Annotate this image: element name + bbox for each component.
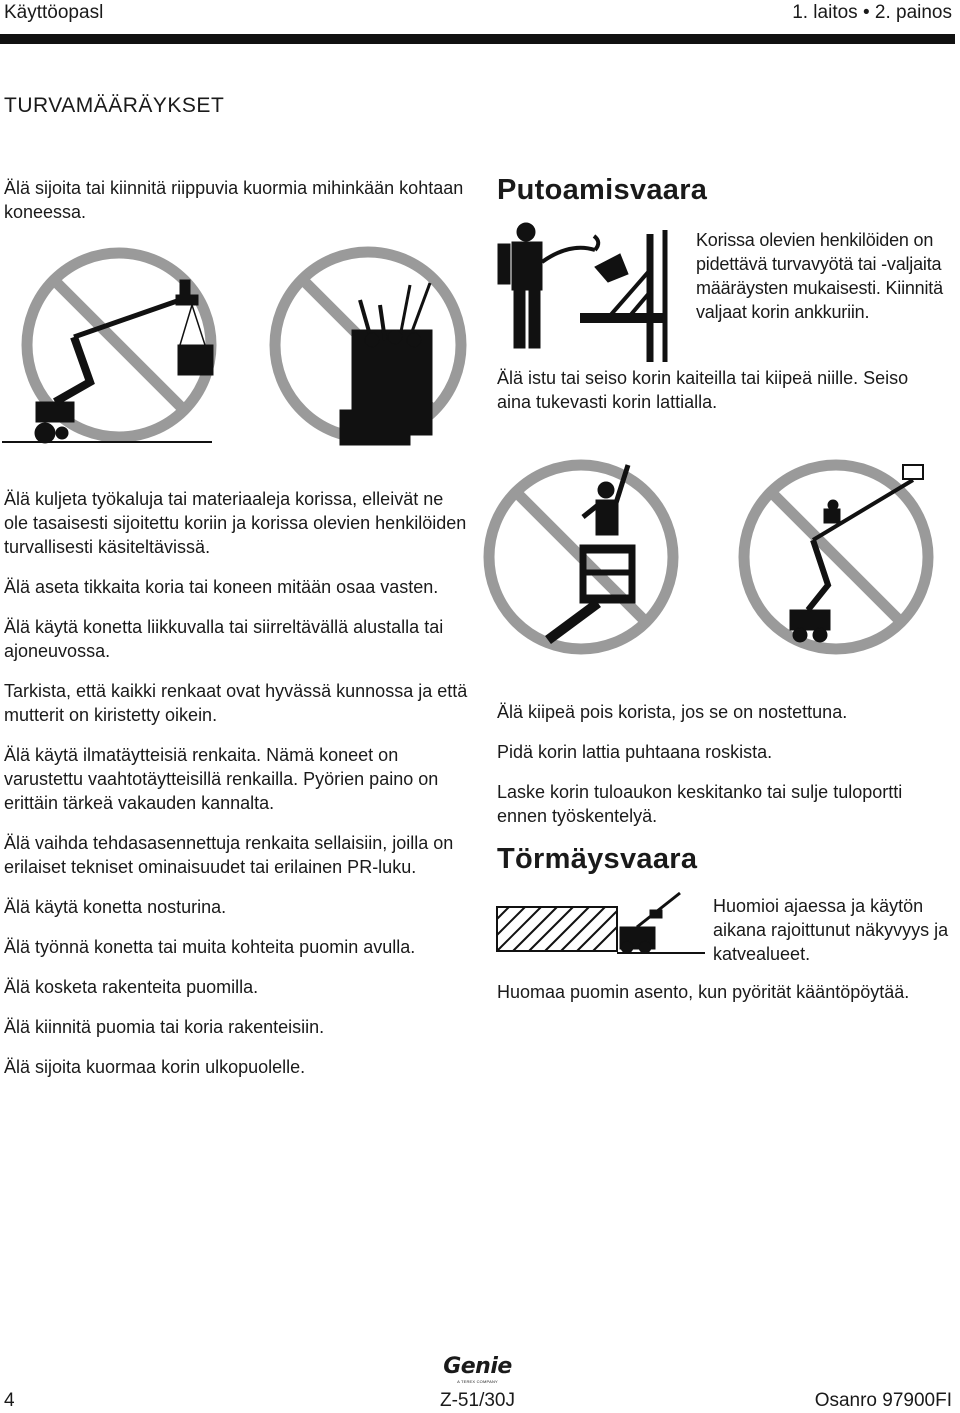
left-item: Älä kosketa rakenteita puomilla.: [4, 977, 259, 997]
right-item: Pidä korin lattia puhtaana roskista.: [497, 742, 773, 762]
right-item: Laske korin tuloaukon keskitanko tai sulje tuloportti ennen työskentelyä.: [497, 782, 903, 826]
left-item: Älä työnnä konetta tai muita kohteita puomin avulla.: [4, 937, 416, 957]
right-items-list: [497, 700, 952, 844]
right-item: Älä kiipeä pois korista, jos se on nostettuna.: [497, 702, 848, 722]
section-title: TURVAMÄÄRÄYKSET: [4, 94, 225, 117]
worker-figure: [498, 223, 598, 348]
prohibition-circle-4: [744, 465, 928, 649]
part-number: Osanro 97900FI: [814, 1390, 952, 1411]
left-item: Älä käytä konetta liikkuvalla tai siirreltävällä alustalla tai ajoneuvossa.: [4, 617, 444, 661]
header-rule: [0, 34, 955, 44]
left-item: Älä vaihda tehdasasennettuja renkaita sellaisiin, joilla on erilaiset tekniset ominaisuudet tai erilainen PR-luku.: [4, 833, 454, 877]
left-item: Älä käytä konetta nosturina.: [4, 897, 227, 917]
left-item: Tarkista, että kaikki renkaat ovat hyvässä kunnossa ja että mutterit on kiristetty oikein.: [4, 681, 468, 725]
left-item: Älä kuljeta työkaluja tai materiaaleja korissa, elleivät ne ole tasaisesti sijoitettu koriin ja korissa olevien henkilöiden turvallisesti käsiteltävissä.: [4, 489, 467, 557]
prohibited-climbing-illustration: [488, 445, 958, 675]
left-item: Älä kiinnitä puomia tai koria rakenteisiin.: [4, 1017, 325, 1037]
page-number: 4: [4, 1390, 15, 1411]
climbing-worker-silhouette: [548, 465, 635, 640]
fall-hazard-text-2: Älä istu tai seiso korin kaiteilla tai kiipeä niille. Seiso aina tukevasti korin lattialla.: [497, 368, 909, 412]
left-item: Älä käytä ilmatäytteisiä renkaita. Nämä koneet on varustettu vaahtotäytteisillä renkailla. Pyörien paino on erittäin tärkeä vakauden kannalta.: [4, 745, 439, 813]
left-item: Älä aseta tikkaita koria tai koneen mitään osaa vasten.: [4, 577, 439, 597]
left-item: Älä sijoita kuormaa korin ulkopuolelle.: [4, 1057, 306, 1077]
collision-lift-silhouette: [617, 893, 705, 953]
prohibited-hanging-load-illustration: [0, 245, 480, 455]
harness-anchor-illustration: [490, 222, 690, 372]
edition-label: 1. laitos • 2. painos: [792, 2, 952, 23]
model-number: Z-51/30J: [440, 1390, 515, 1411]
overloaded-platform-silhouette: [340, 283, 432, 445]
fall-hazard-text: Korissa olevien henkilöiden on pidettävä turvavyötä tai -valjaita määräysten mukaisesti. Kiinnitä valjaat korin ankkuriin.: [696, 230, 943, 322]
paragraph-hanging-loads: Älä sijoita tai kiinnitä riippuvia kuormia mihinkään kohtaan koneessa.: [4, 178, 464, 222]
manual-title: Käyttöopasl: [4, 2, 104, 23]
collision-hazard-text-2: Huomaa puomin asento, kun pyörität kääntöpöytää.: [497, 982, 910, 1002]
collision-illustration: [495, 885, 707, 955]
hatched-wall: [497, 907, 617, 951]
genie-logo: Genie A TEREX COMPANY: [443, 1354, 512, 1384]
collision-hazard-text: Huomioi ajaessa ja käytön aikana rajoittunut näkyvyys ja katvealueet.: [713, 896, 949, 964]
left-items-list: [4, 487, 469, 1095]
fall-hazard-title: Putoamisvaara: [497, 174, 708, 206]
collision-hazard-title: Törmäysvaara: [497, 843, 698, 875]
